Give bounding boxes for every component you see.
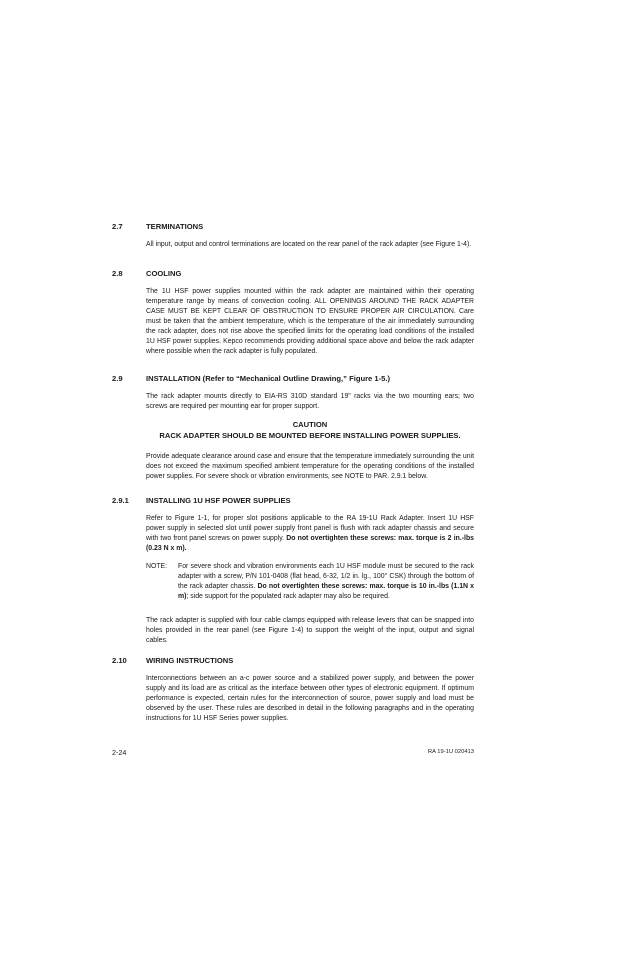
document-id: RA 19-1U 020413 (427, 749, 474, 755)
section-paragraph: The rack adapter is supplied with four cable clamps equipped with release levers that can be snapped into holes provided in the rear panel (see Figure 1-4) to support the weight of the input, output and signal cables. (146, 617, 474, 644)
section-number: 2.9 (112, 374, 123, 383)
caution-text: RACK ADAPTER SHOULD BE MOUNTED BEFORE INSTALLING POWER SUPPLIES. (159, 431, 461, 440)
section-number: 2.9.1 (112, 496, 129, 505)
section-title: COOLING (146, 269, 182, 278)
section-paragraph: The 1U HSF power supplies mounted within the rack adapter are maintained within their operating temperature range by means of convection cooling. ALL OPENINGS AROUND THE RACK ADAPTER CASE MUST BE KEPT CLEAR OF OBSTRUCTION TO ENSURE PROPER AIR CIRCULATION. Care must be taken that the ambient temperature, which is the temperature of the air immediately surrounding the rack adapter, does not rise above the specified limits for the operating load conditions of the installed 1U HSF power supplies. Kepco recommends providing additional space above and below the rack adapter where possible when the rack adapter is fully populated. (146, 288, 474, 355)
note-label: NOTE: (146, 563, 168, 570)
section-title: WIRING INSTRUCTIONS (146, 656, 234, 665)
paragraph-text: Refer to Figure 1-1, for proper slot positions applicable to the RA 19-1U Rack Adapter. Insert 1U HSF power supply in selected slot until power supply front panel is flush with rack adapter chassis and secure with two front panel screws on power supply. (146, 515, 474, 542)
section-paragraph: The rack adapter mounts directly to EIA-RS 310D standard 19" racks via the two mounting ears; two screws are required per mounting ear for proper support. (146, 393, 474, 410)
note-paragraph-end: ; side support for the populated rack adapter may also be required. (186, 593, 390, 600)
section-paragraph: Provide adequate clearance around case and ensure that the temperature immediately surrounding the unit does not exceed the maximum specified ambient temperature for the operating conditions of the installed power supplies. For severe shock or vibration environments, see NOTE to PAR. 2.9.1 below. (146, 453, 474, 480)
section-number: 2.7 (112, 222, 123, 231)
section-title: INSTALLING 1U HSF POWER SUPPLIES (146, 496, 291, 505)
section-title: TERMINATIONS (146, 222, 204, 231)
section-paragraph: Interconnections between an a-c power source and a stabilized power supply, and between the power supply and its load are as critical as the interface between other types of electronic equipment. If optimum performance is expected, certain rules for the interconnection of source, power supply and load must be observed by the user. These rules are described in detail in the following paragraphs and in the operating instructions for 1U HSF Series power supplies. (146, 675, 474, 722)
section-number: 2.10 (112, 656, 127, 665)
section-paragraph: All input, output and control terminations are located on the rear panel of the rack adapter (see Figure 1-4). (146, 241, 472, 248)
note-text (178, 562, 474, 602)
section-number: 2.8 (112, 269, 123, 278)
page-number: 2-24 (112, 748, 127, 757)
caution-heading: CAUTION (292, 420, 328, 429)
warning-emphasis: Do not overtighten these screws: max. torque is 2 in.-lbs (0.23 N x m). (146, 535, 474, 552)
note-paragraph: For severe shock and vibration environments each 1U HSF module must be secured to the rack adapter with a screw, P/N 101-0408 (flat head, 6-32, 1/2 in. lg., 100° CSK) through the bottom of the rack adapter chassis. (178, 563, 474, 590)
section-paragraph (146, 514, 474, 554)
note-emphasis: Do not overtighten these screws: max. torque is 10 in.-lbs (1.1N x m) (178, 583, 475, 600)
section-title: INSTALLATION (Refer to “Mechanical Outline Drawing,” Figure 1-5.) (146, 374, 391, 383)
